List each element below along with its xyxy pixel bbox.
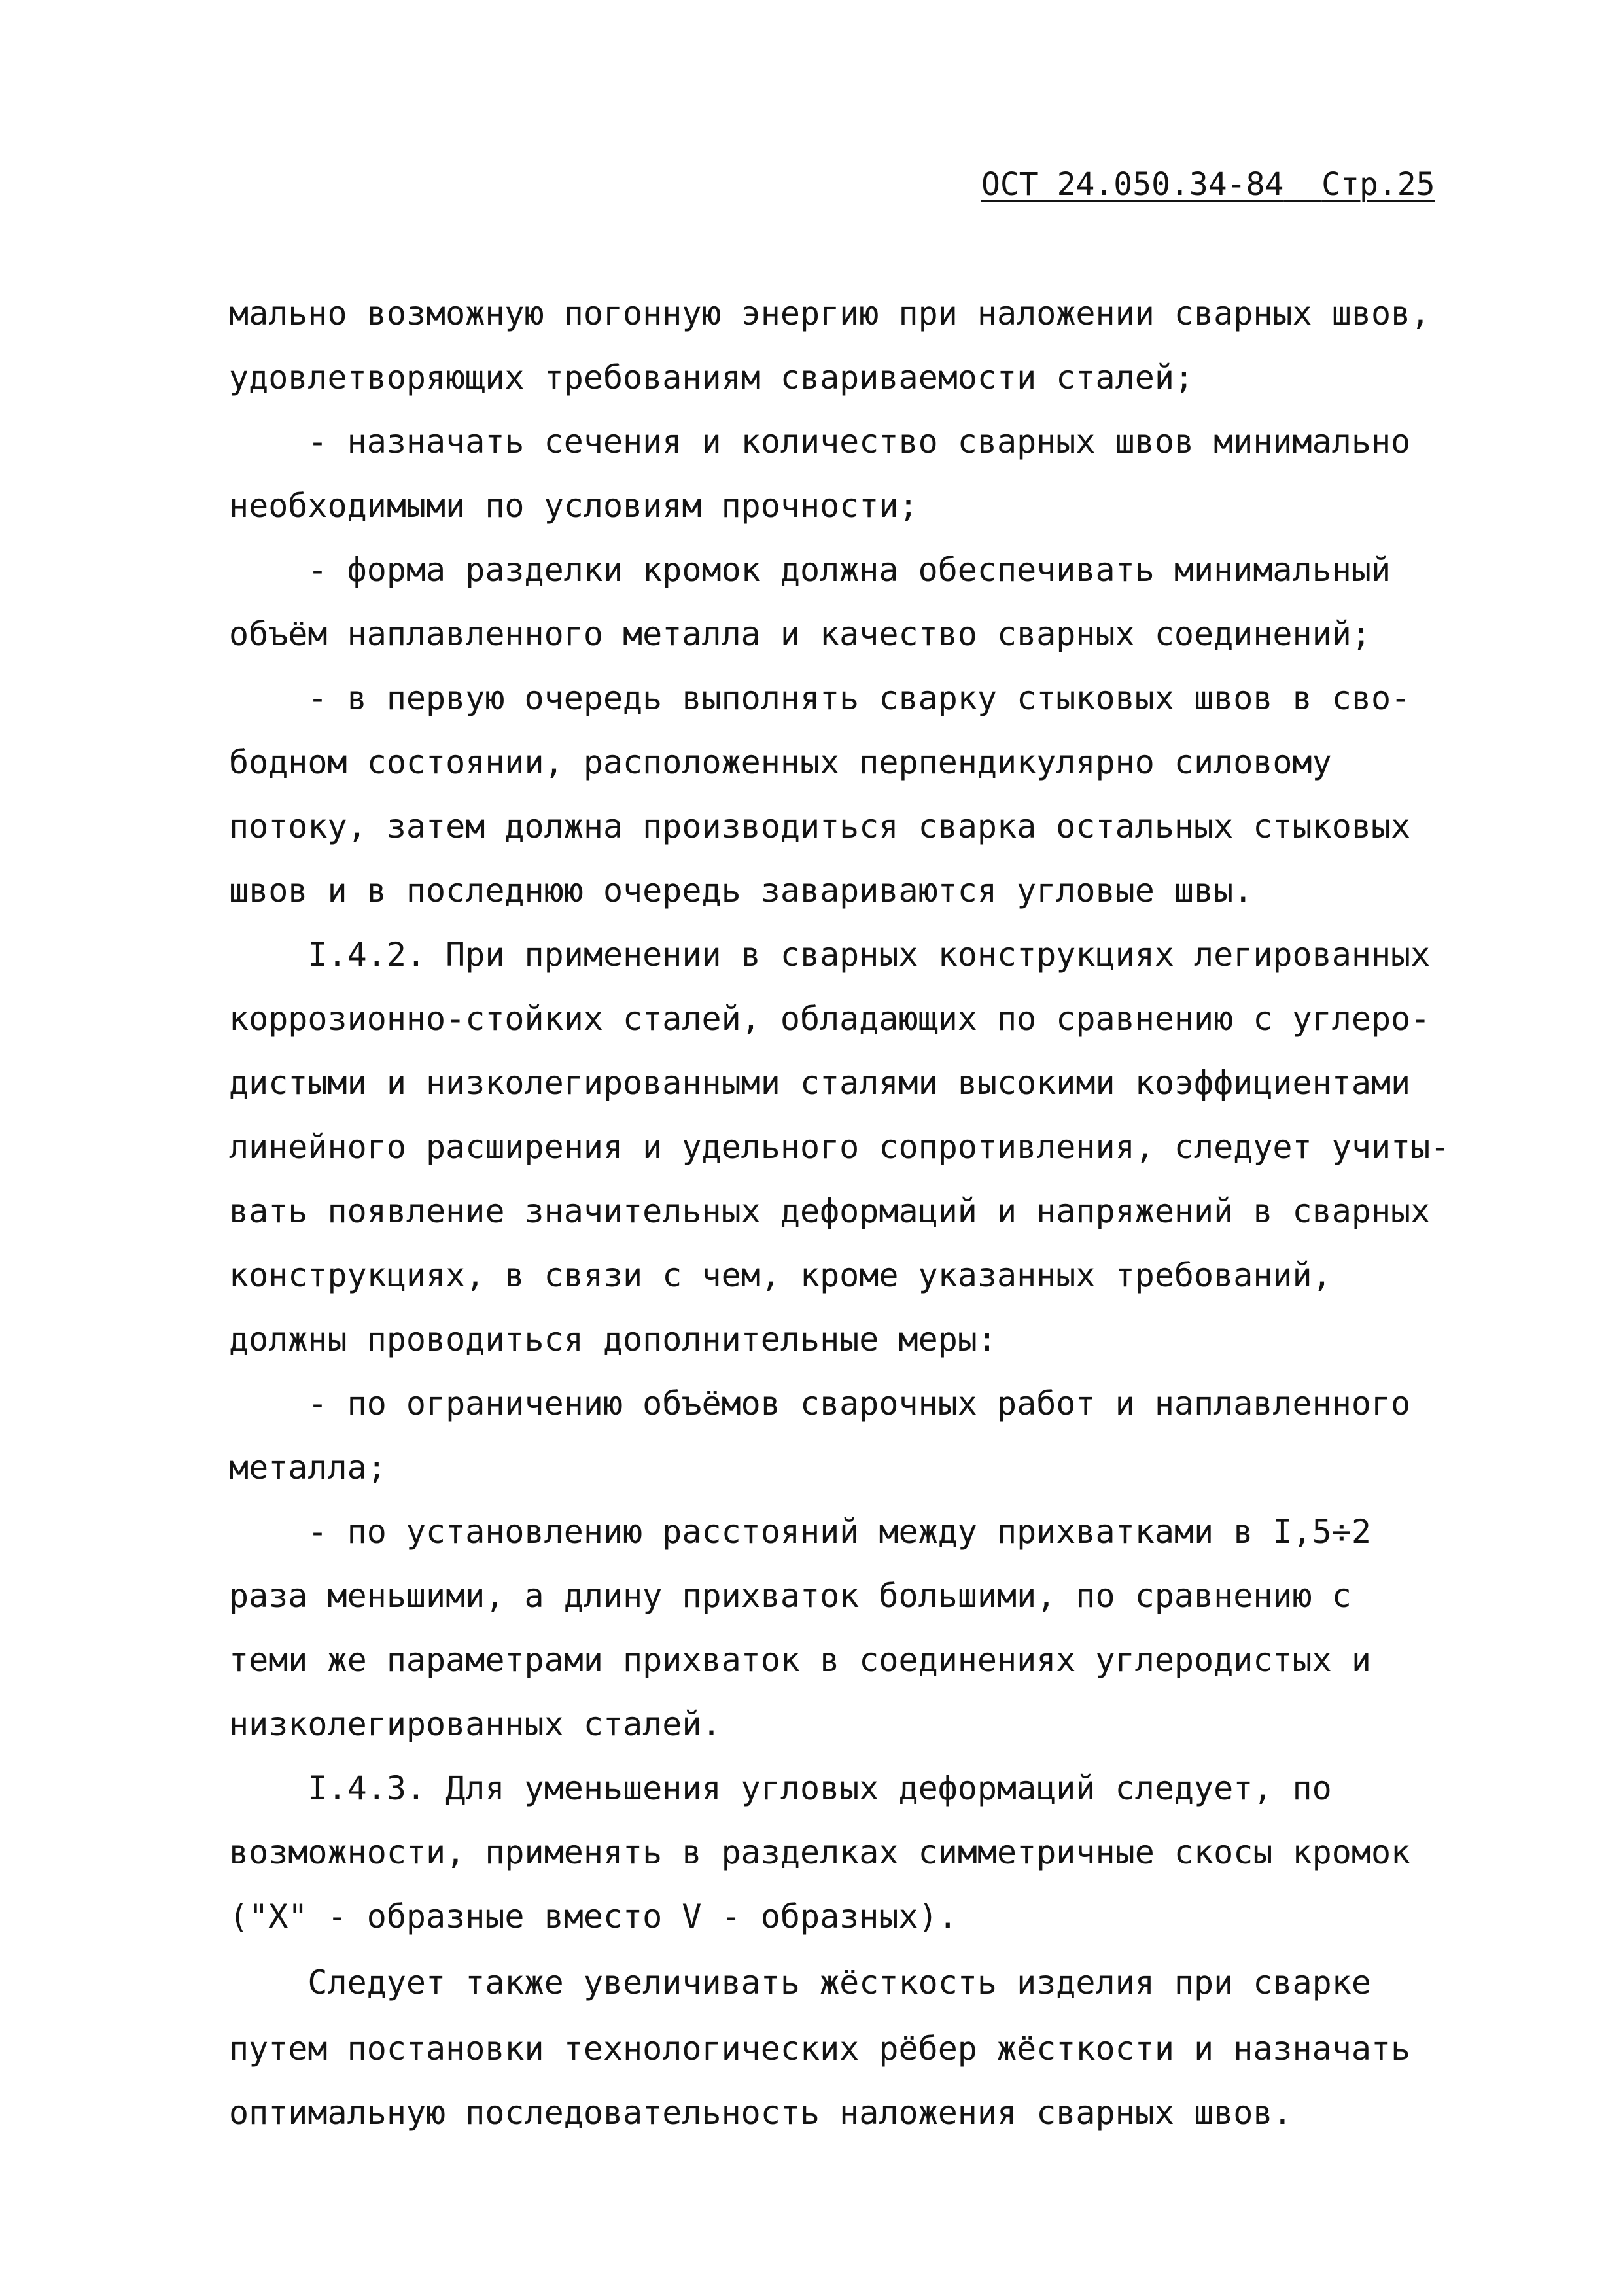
page-header xyxy=(981,165,1435,204)
text-line: конструкциях, в связи с чем, кроме указанных требований, xyxy=(229,1256,1332,1294)
text-line: дистыми и низколегированными сталями высокими коэффициентами xyxy=(229,1064,1411,1102)
text-line: должны проводиться дополнительные меры: xyxy=(229,1320,997,1358)
page-number: Стр.25 xyxy=(1321,166,1435,203)
text-line: необходимыми по условиям прочности; xyxy=(229,487,918,525)
text-line: объём наплавленного металла и качество сварных соединений; xyxy=(229,615,1371,653)
text-line: возможности, применять в разделках симметричные скосы кромок xyxy=(229,1833,1411,1871)
text-line: бодном состоянии, расположенных перпендикулярно силовому xyxy=(229,743,1332,781)
text-line: швов и в последнюю очередь завариваются угловые швы. xyxy=(229,872,1253,910)
text-line: удовлетворяющих требованиям свариваемости сталей; xyxy=(229,359,1195,397)
standard-code: ОСТ 24.050.34-84 xyxy=(981,166,1284,203)
text-line: - по ограничению объёмов сварочных работ и наплавленного xyxy=(229,1385,1411,1422)
text-line: теми же параметрами прихваток в соединениях углеродистых и xyxy=(229,1641,1371,1679)
text-line: линейного расширения и удельного сопротивления, следует учиты- xyxy=(229,1128,1450,1166)
text-line: ("X" - образные вместо V - образных). xyxy=(229,1898,958,1935)
text-line: потоку, затем должна производиться сварка остальных стыковых xyxy=(229,807,1411,845)
text-line: мально возможную погонную энергию при наложении сварных швов, xyxy=(229,294,1431,332)
text-line: металла; xyxy=(229,1449,387,1487)
text-line: коррозионно-стойких сталей, обладающих по сравнению с углеро- xyxy=(229,1000,1431,1038)
text-line: - назначать сечения и количество сварных швов минимально xyxy=(229,423,1411,461)
section-heading-line: I.4.2. При применении в сварных конструкциях легированных xyxy=(229,936,1431,974)
text-line: низколегированных сталей. xyxy=(229,1705,722,1743)
text-line: раза меньшими, а длину прихваток большими, по сравнению с xyxy=(229,1577,1352,1615)
body-text xyxy=(229,281,1465,2145)
text-line: путем постановки технологических рёбер жёсткости и назначать xyxy=(229,2030,1411,2068)
section-heading-line: I.4.3. Для уменьшения угловых деформаций следует, по xyxy=(229,1769,1332,1807)
text-line: оптимальную последовательность наложения сварных швов. xyxy=(229,2094,1293,2132)
text-line: Следует также увеличивать жёсткость изделия при сварке xyxy=(229,1964,1371,2002)
text-line: - в первую очередь выполнять сварку стыковых швов в сво- xyxy=(229,679,1411,717)
text-line: - форма разделки кромок должна обеспечивать минимальный xyxy=(229,551,1391,589)
text-line: - по установлению расстояний между прихватками в I,5÷2 xyxy=(229,1513,1371,1551)
text-line: вать появление значительных деформаций и напряжений в сварных xyxy=(229,1192,1431,1230)
